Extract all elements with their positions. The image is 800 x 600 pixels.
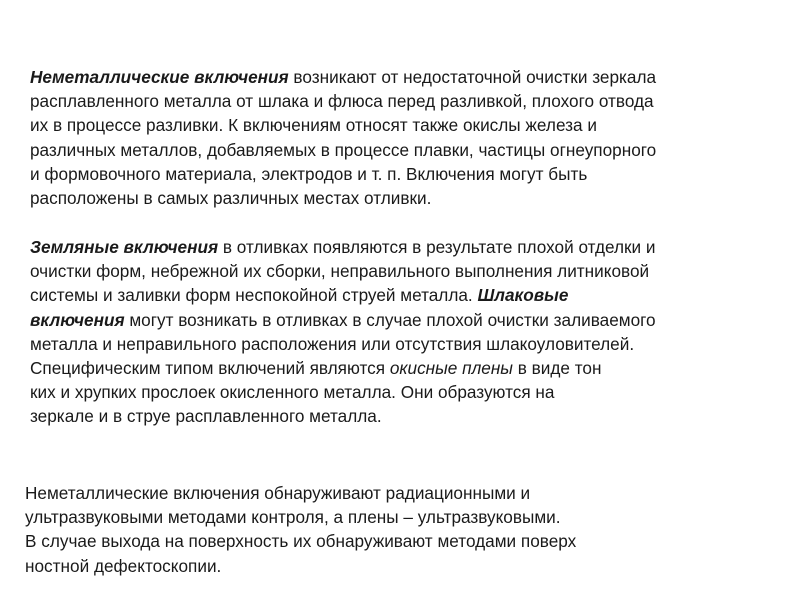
text-line: зеркале и в струе расплавленного металла. — [30, 406, 382, 427]
text-line: Неметаллические включения обнаруживают радиационными и — [25, 483, 531, 503]
text-line: расплавленного металла от шлака и флюса перед разливкой, плохого отвода — [30, 91, 654, 112]
term-earth-inclusions: Земляные включения — [30, 237, 219, 257]
text-span: возникают от недостаточной очистки зеркала — [288, 67, 657, 87]
term-slag-inclusions-part1: Шлаковые — [477, 285, 569, 306]
text-line: ультразвуковыми методами контроля, а плены – ультразвуковыми. — [25, 507, 561, 528]
paragraph-detection-methods — [25, 481, 576, 578]
text-line: расположены в самых различных местах отливки. — [30, 187, 432, 208]
text-line: металла и неправильного расположения или отсутствия шлакоуловителей. — [30, 333, 635, 354]
text-line: их в процессе разливки. К включениям относят также окислы железа и — [30, 115, 597, 136]
text-line — [30, 235, 656, 259]
text-line — [30, 283, 656, 307]
text-line: и формовочного материала, электродов и т. п. Включения могут быть — [30, 163, 588, 184]
term-nonmetallic-inclusions: Неметаллические включения — [30, 67, 289, 87]
term-slag-inclusions-part2: включения — [30, 309, 125, 330]
term-oxide-films: окисные плены — [389, 357, 513, 378]
text-line: ких и хрупких прослоек окисленного металла. Они образуются на — [30, 382, 555, 403]
text-line — [30, 308, 656, 332]
text-span: в отливках появляются в результате плохой отделки и — [218, 237, 656, 257]
text-line: различных металлов, добавляемых в процессе плавки, частицы огнеупорного — [30, 139, 657, 160]
text-span: системы и заливки форм неспокойной струей металла. — [30, 285, 478, 306]
text-line: очистки форм, небрежной их сборки, неправильного выполнения литниковой — [30, 261, 650, 282]
text-line — [30, 65, 656, 89]
text-line: ностной дефектоскопии. — [25, 555, 222, 576]
text-line — [30, 356, 656, 380]
text-span: Специфическим типом включений являются — [30, 357, 390, 378]
text-span: в виде тон — [512, 357, 602, 378]
paragraph-nonmetallic-inclusions — [30, 65, 656, 210]
text-span: могут возникать в отливках в случае плохой очистки заливаемого — [124, 309, 656, 330]
text-line: В случае выхода на поверхность их обнаруживают методами поверх — [25, 531, 577, 552]
paragraph-earth-slag-inclusions — [30, 235, 656, 429]
